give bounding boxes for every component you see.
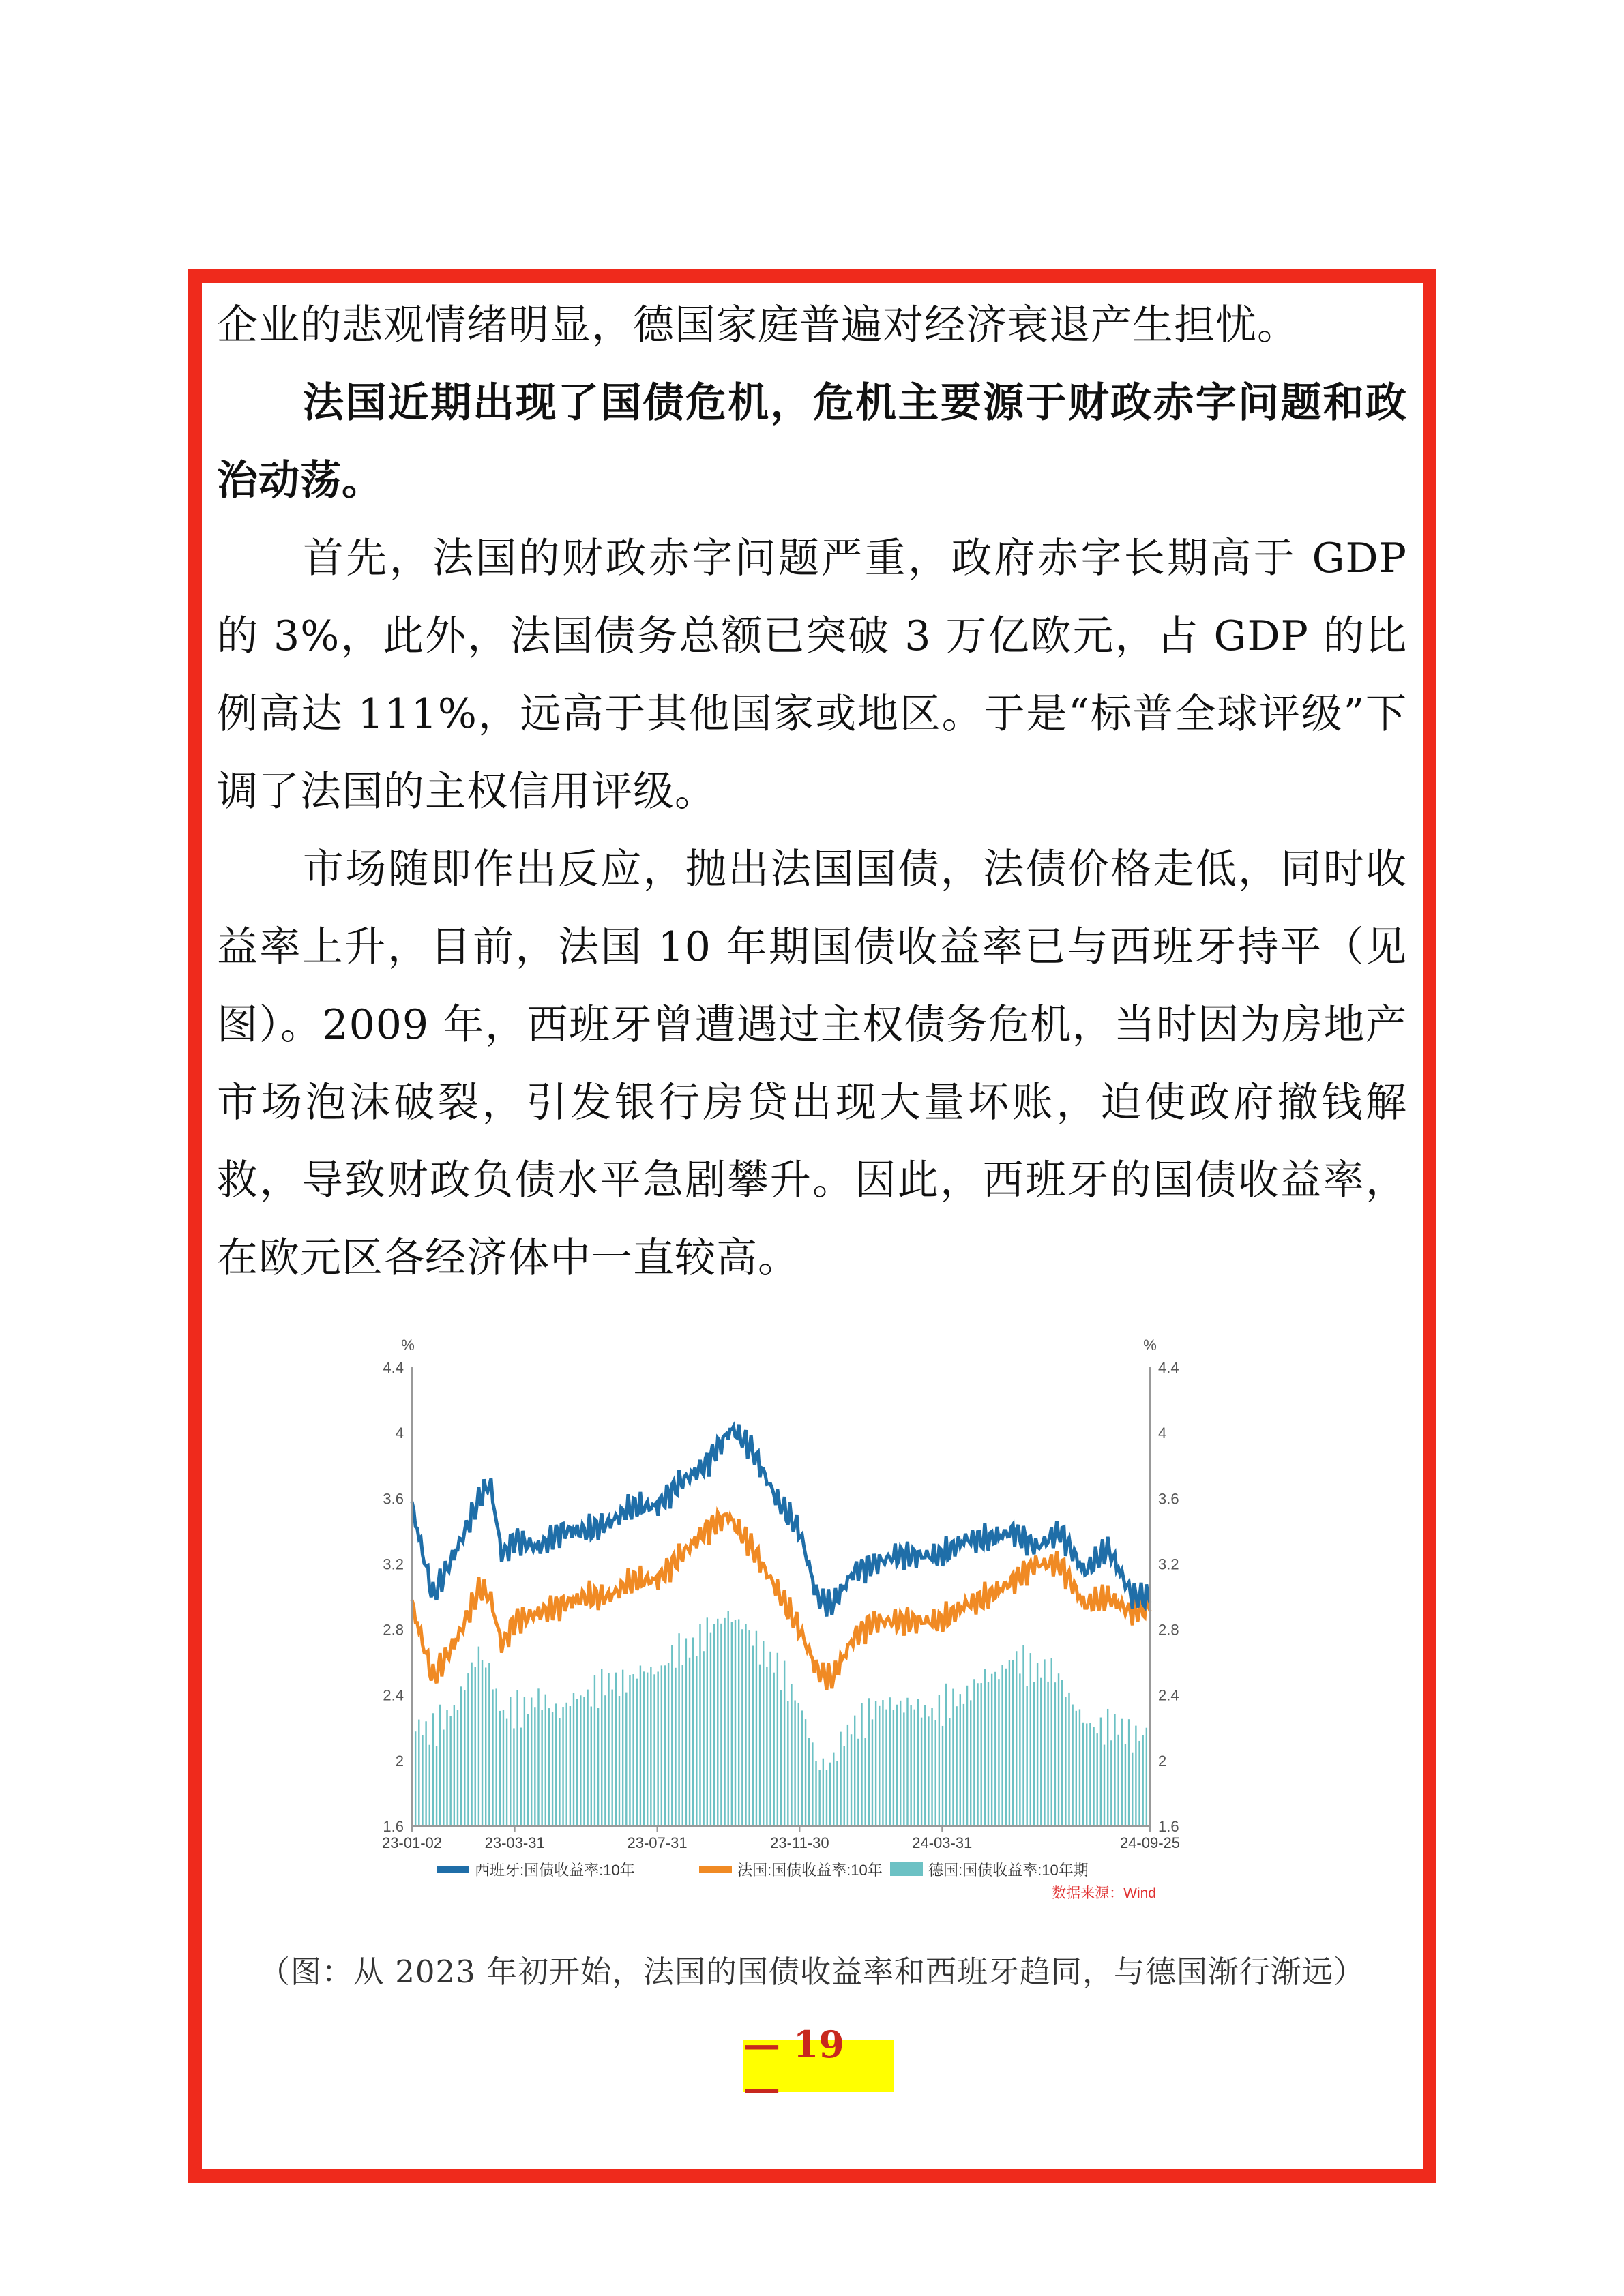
germany-bar	[872, 1719, 873, 1826]
germany-bar	[559, 1718, 560, 1826]
germany-bar	[780, 1690, 782, 1826]
spain-yield-line	[412, 1425, 1150, 1617]
paragraph-4: 市场随即作出反应，抛出法国国债，法债价格走低，同时收益率上升，目前，法国 10 年期国债收益率已与西班牙持平（见图）。2009 年，西班牙曾遭遇过主权债务危机，当时因为房地产市场泡沫破裂，引发银行房贷出现大量坏账，迫使政府撤钱解救，导致财政负债水平急剧攀升。因此，西班牙的国债收益率，在欧元区各经济体中一直较高。	[217, 846, 1407, 1282]
germany-bar	[879, 1706, 880, 1826]
germany-bar	[685, 1638, 687, 1826]
paragraph-3: 首先，法国的财政赤字问题严重，政府赤字长期高于 GDP 的 3%，此外，法国债务总额已突破 3 万亿欧元，占 GDP 的比例高达 111%，远高于其他国家或地区。于是“标普全球评级”下调了法国的主权信用评级。	[217, 535, 1407, 816]
germany-bar	[467, 1673, 469, 1826]
germany-bar	[808, 1738, 810, 1826]
germany-bar	[485, 1667, 486, 1826]
germany-bar	[664, 1665, 666, 1826]
y-tick-left-3: 2.8	[383, 1621, 404, 1639]
legend-swatch-france	[699, 1866, 732, 1873]
paragraph-1: 企业的悲观情绪明显，德国家庭普遍对经济衰退产生担忧。	[217, 301, 1299, 349]
germany-bar	[773, 1673, 774, 1826]
germany-bar	[1037, 1663, 1038, 1826]
germany-bar	[622, 1670, 623, 1826]
germany-bar	[952, 1689, 954, 1826]
germany-bar	[534, 1707, 535, 1826]
germany-bar	[875, 1701, 876, 1826]
germany-bar	[798, 1703, 799, 1826]
germany-bar	[587, 1690, 588, 1826]
germany-bar	[1138, 1741, 1140, 1826]
germany-bar	[1009, 1660, 1010, 1826]
y-tick-right-2: 2.4	[1158, 1686, 1179, 1704]
germany-bar	[1114, 1714, 1115, 1826]
germany-bar	[1051, 1658, 1052, 1826]
germany-bar	[632, 1674, 634, 1826]
germany-bar	[629, 1675, 630, 1826]
germany-bar	[970, 1700, 971, 1826]
germany-bar	[457, 1710, 458, 1826]
germany-bar	[527, 1714, 529, 1826]
legend-label-germany: 德国:国债收益率:10年期	[928, 1862, 1089, 1879]
germany-bar	[1054, 1682, 1056, 1826]
germany-bar	[703, 1651, 704, 1826]
germany-bar	[531, 1697, 532, 1826]
germany-bar	[573, 1693, 574, 1826]
germany-bar	[1044, 1659, 1045, 1826]
germany-bar	[510, 1697, 511, 1826]
germany-bar	[696, 1656, 697, 1826]
germany-bar	[1079, 1709, 1080, 1826]
germany-bar	[562, 1707, 563, 1826]
germany-bar	[1026, 1686, 1027, 1826]
germany-bar	[425, 1721, 426, 1826]
germany-bar	[524, 1697, 525, 1826]
germany-bar	[576, 1699, 578, 1826]
x-tick-label-1: 23-03-31	[484, 1834, 545, 1851]
germany-bar	[604, 1695, 606, 1826]
germany-bar	[1065, 1697, 1066, 1826]
germany-bar	[548, 1708, 550, 1826]
germany-bar	[921, 1718, 922, 1826]
germany-bar	[787, 1701, 788, 1826]
germany-bar	[868, 1698, 870, 1826]
germany-bar	[492, 1689, 493, 1826]
germany-bar	[847, 1725, 848, 1826]
germany-bar	[1005, 1669, 1007, 1826]
germany-bar	[766, 1667, 767, 1826]
germany-bar	[945, 1684, 947, 1826]
y-tick-left-4: 3.2	[383, 1555, 404, 1573]
germany-bar	[791, 1684, 792, 1826]
germany-bar	[917, 1699, 919, 1826]
germany-bar	[854, 1716, 855, 1826]
page-number: — 19 —	[743, 2040, 894, 2092]
germany-bar	[1135, 1726, 1136, 1826]
y-tick-right-0: 1.6	[1158, 1818, 1179, 1835]
germany-bar	[443, 1730, 444, 1826]
germany-bar	[1093, 1727, 1094, 1826]
y-tick-left-7: 4.4	[383, 1359, 404, 1376]
x-tick-labels	[382, 1826, 1180, 1851]
germany-bar	[769, 1652, 771, 1826]
chart-legend	[437, 1862, 1089, 1879]
germany-bar	[422, 1735, 423, 1826]
germany-bar	[615, 1673, 617, 1826]
germany-bar	[1104, 1745, 1105, 1826]
germany-bar	[752, 1645, 754, 1826]
germany-bar	[731, 1622, 733, 1826]
germany-bar	[640, 1665, 641, 1826]
germany-bar	[692, 1637, 694, 1826]
germany-bar	[942, 1726, 943, 1826]
germany-bar	[661, 1665, 662, 1826]
germany-bar	[1076, 1711, 1077, 1826]
chart-svg	[368, 1326, 1187, 1906]
germany-bar	[931, 1708, 932, 1826]
germany-bar	[601, 1669, 602, 1826]
y-tick-right-6: 4	[1158, 1425, 1167, 1442]
germany-bar	[516, 1690, 518, 1826]
figure-caption: （图：从 2023 年初开始，法国的国债收益率和西班牙趋同，与德国渐行渐远）	[259, 1954, 1365, 1990]
germany-bar	[1030, 1653, 1031, 1826]
germany-bar	[513, 1728, 514, 1826]
germany-bar	[668, 1663, 669, 1826]
germany-bar	[836, 1761, 838, 1826]
germany-bar	[689, 1658, 690, 1826]
y-tick-right-1: 2	[1158, 1752, 1167, 1770]
germany-bar	[935, 1720, 936, 1826]
germany-bar	[826, 1770, 827, 1826]
x-tick-label-0: 23-01-02	[381, 1834, 443, 1851]
germany-bar	[608, 1673, 609, 1826]
germany-bar	[1072, 1705, 1073, 1826]
germany-bar	[928, 1716, 929, 1826]
germany-bar	[973, 1679, 975, 1826]
germany-bar	[748, 1630, 750, 1826]
germany-bar	[738, 1619, 739, 1826]
germany-bar	[963, 1704, 964, 1826]
germany-bar	[482, 1660, 483, 1826]
germany-bar	[914, 1710, 915, 1826]
germany-bar	[675, 1668, 676, 1826]
germany-bar	[857, 1739, 859, 1826]
germany-bar	[728, 1611, 729, 1826]
germany-bar	[1086, 1723, 1087, 1826]
paragraph-2-heading: 法国近期出现了国债危机，危机主要源于财政赤字问题和政治动荡。	[217, 379, 1407, 505]
germany-bar	[1058, 1673, 1059, 1826]
germany-bar	[1100, 1718, 1102, 1826]
germany-bar	[823, 1759, 824, 1826]
germany-bar	[580, 1695, 581, 1826]
germany-bar	[495, 1688, 497, 1826]
germany-bar	[924, 1705, 926, 1826]
germany-bar	[460, 1686, 462, 1826]
germany-bar	[464, 1690, 465, 1826]
germany-bar	[446, 1710, 447, 1826]
germany-bar	[991, 1674, 992, 1826]
germany-bar	[475, 1667, 476, 1826]
germany-bar	[682, 1665, 683, 1826]
germany-bar	[647, 1673, 648, 1826]
germany-bar	[597, 1708, 599, 1826]
germany-bar	[949, 1718, 950, 1826]
y-tick-right-7: 4.4	[1158, 1359, 1179, 1376]
germany-bar	[724, 1618, 725, 1826]
germany-bar	[994, 1672, 996, 1826]
germany-bar	[1061, 1680, 1063, 1826]
germany-bar	[454, 1705, 455, 1826]
germany-bar	[636, 1679, 638, 1826]
germany-bar	[506, 1719, 507, 1826]
germany-bar	[984, 1669, 986, 1826]
germany-bar	[429, 1745, 430, 1826]
legend-label-spain: 西班牙:国债收益率:10年	[475, 1862, 635, 1879]
germany-bar	[717, 1619, 718, 1826]
germany-bar	[1089, 1723, 1091, 1826]
germany-bar	[1033, 1682, 1035, 1826]
germany-bar	[713, 1624, 715, 1826]
germany-bar	[653, 1674, 655, 1826]
germany-bar	[794, 1700, 795, 1826]
germany-bar	[707, 1617, 708, 1826]
germany-bar	[570, 1706, 571, 1826]
germany-bar	[844, 1746, 845, 1826]
germany-bar	[1110, 1740, 1112, 1826]
germany-bar	[1097, 1733, 1098, 1826]
germany-bar	[436, 1746, 437, 1826]
germany-bar	[1117, 1735, 1119, 1826]
germany-bar	[720, 1624, 722, 1826]
germany-bar	[449, 1716, 451, 1826]
germany-bar	[851, 1734, 852, 1826]
germany-bar	[784, 1661, 785, 1826]
germany-bar	[1047, 1682, 1048, 1826]
germany-bar	[759, 1665, 761, 1826]
germany-bar	[1125, 1744, 1126, 1826]
germany-bar	[966, 1686, 968, 1826]
x-tick-label-4: 24-03-31	[912, 1834, 973, 1851]
germany-bar	[1142, 1735, 1143, 1826]
data-source-label: 数据来源：Wind	[1052, 1885, 1156, 1901]
legend-swatch-germany	[890, 1862, 923, 1876]
germany-bar	[745, 1624, 746, 1826]
germany-bar	[619, 1696, 620, 1826]
germany-bar	[756, 1631, 757, 1826]
germany-bar	[1132, 1753, 1133, 1826]
germany-bar	[488, 1663, 490, 1826]
germany-bar	[805, 1719, 806, 1826]
germany-bar	[1068, 1693, 1069, 1826]
germany-bar	[520, 1728, 522, 1826]
germany-bar	[657, 1671, 658, 1826]
legend-label-france: 法国:国债收益率:10年	[737, 1862, 883, 1879]
germany-bar	[956, 1706, 957, 1826]
germany-bar	[763, 1641, 764, 1826]
germany-bar	[478, 1647, 479, 1826]
germany-bar	[566, 1703, 567, 1826]
germany-bar	[882, 1700, 883, 1826]
germany-bar	[906, 1698, 908, 1826]
germany-bar	[777, 1653, 778, 1826]
germany-bar	[900, 1701, 901, 1826]
germany-bar	[896, 1705, 898, 1826]
left-unit-label: %	[401, 1337, 415, 1354]
germany-bar	[643, 1671, 645, 1826]
germany-bar	[903, 1712, 904, 1826]
article-body	[217, 286, 1407, 1297]
germany-bar	[611, 1690, 612, 1826]
germany-bar	[503, 1710, 504, 1826]
germany-bar	[671, 1645, 673, 1826]
y-tick-right-4: 3.2	[1158, 1555, 1179, 1573]
germany-bar	[1001, 1665, 1003, 1826]
germany-bar	[977, 1683, 978, 1826]
germany-bar	[594, 1675, 595, 1826]
germany-bar	[1012, 1660, 1014, 1826]
germany-bar	[1022, 1645, 1024, 1826]
germany-bar	[960, 1694, 961, 1826]
germany-bar	[1082, 1723, 1084, 1826]
y-tick-left-2: 2.4	[383, 1686, 404, 1704]
germany-bar	[939, 1695, 940, 1826]
germany-bar	[893, 1710, 894, 1826]
germany-bar	[801, 1710, 803, 1826]
germany-bar	[910, 1705, 911, 1826]
germany-bar	[815, 1761, 816, 1826]
germany-bar	[678, 1633, 679, 1826]
x-tick-label-2: 23-07-31	[627, 1834, 688, 1851]
germany-bar	[537, 1688, 539, 1826]
germany-bar	[650, 1667, 651, 1826]
germany-bar	[861, 1703, 862, 1826]
germany-bar	[864, 1738, 866, 1826]
germany-bar	[541, 1710, 542, 1826]
germany-bar	[1019, 1673, 1020, 1826]
germany-bar	[988, 1682, 989, 1826]
germany-bar	[1121, 1719, 1123, 1826]
germany-bar	[889, 1697, 891, 1826]
germany-bar	[1128, 1719, 1130, 1826]
y-tick-left-5: 3.6	[383, 1490, 404, 1508]
germany-bar	[1107, 1709, 1108, 1826]
germany-bar	[439, 1705, 441, 1826]
germany-bar	[471, 1663, 472, 1826]
bond-yield-chart	[368, 1326, 1187, 1906]
germany-bar	[735, 1620, 736, 1826]
y-tick-left-1: 2	[395, 1752, 404, 1770]
germany-bar	[980, 1683, 981, 1826]
germany-bar	[885, 1710, 887, 1826]
germany-bar	[552, 1712, 553, 1826]
y-tick-right-3: 2.8	[1158, 1621, 1179, 1639]
x-tick-label-5: 24-09-25	[1119, 1834, 1181, 1851]
germany-bar	[1146, 1728, 1147, 1826]
germany-bar	[710, 1633, 711, 1826]
germany-bar	[1040, 1678, 1042, 1826]
germany-bar	[415, 1731, 416, 1826]
legend-swatch-spain	[437, 1866, 469, 1873]
germany-bar	[833, 1753, 834, 1826]
y-tick-left-0: 1.6	[383, 1818, 404, 1835]
germany-bar	[812, 1742, 813, 1826]
germany-yield-area	[411, 1611, 1151, 1826]
y-tick-left-6: 4	[395, 1425, 404, 1442]
germany-bar	[818, 1770, 820, 1826]
germany-bar	[591, 1707, 592, 1826]
germany-bar	[418, 1720, 419, 1826]
germany-bar	[1016, 1651, 1017, 1826]
germany-bar	[840, 1732, 841, 1826]
germany-bar	[699, 1624, 700, 1826]
germany-bar	[545, 1695, 546, 1826]
germany-bar	[432, 1713, 434, 1826]
x-tick-label-3: 23-11-30	[770, 1834, 829, 1851]
right-unit-label: %	[1143, 1337, 1157, 1354]
germany-bar	[583, 1697, 585, 1826]
germany-bar	[998, 1679, 999, 1826]
y-tick-right-5: 3.6	[1158, 1490, 1179, 1508]
germany-bar	[741, 1629, 743, 1826]
germany-bar	[555, 1703, 557, 1826]
germany-bar	[499, 1711, 501, 1826]
germany-bar	[625, 1693, 627, 1826]
germany-bar	[829, 1763, 831, 1826]
